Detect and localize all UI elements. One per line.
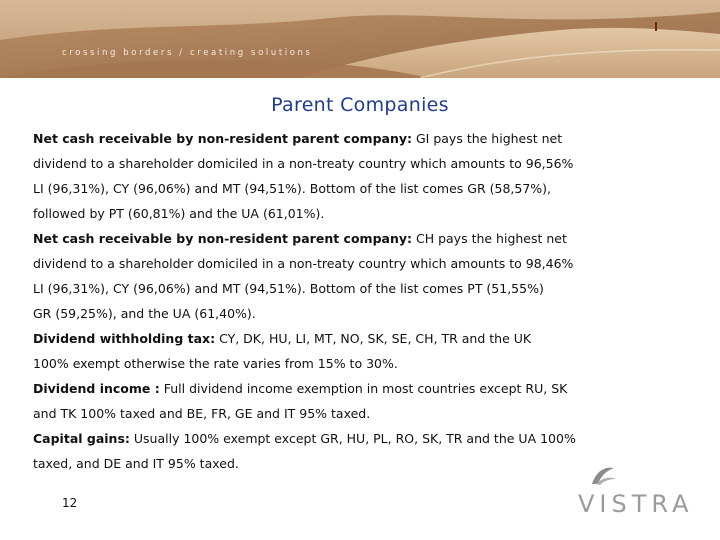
text-line: dividend to a shareholder domiciled in a non-treaty country which amounts to 98,46% [33, 256, 574, 271]
logo-text: VISTRA [578, 490, 694, 518]
line-text: CY, DK, HU, LI, MT, NO, SK, SE, CH, TR and the UK [215, 331, 532, 346]
page-title: Parent Companies [271, 94, 449, 116]
line-text: Usually 100% exempt except GR, HU, PL, RO, SK, TR and the UA 100% [129, 431, 576, 446]
text-line: LI (96,31%), CY (96,06%) and MT (94,51%). Bottom of the list comes PT (51,55%) [33, 281, 544, 296]
text-line: GR (59,25%), and the UA (61,40%). [33, 306, 256, 321]
paragraph-withholding-tax [33, 326, 673, 376]
body-text [33, 126, 673, 476]
text-line: 100% exempt otherwise the rate varies from 15% to 30%. [33, 356, 398, 371]
text-line: taxed, and DE and IT 95% taxed. [33, 456, 239, 471]
header-divider [0, 78, 720, 82]
vistra-logo [574, 462, 694, 522]
label: Net cash receivable by non-resident parent company: [33, 131, 413, 146]
text-line [33, 226, 673, 251]
page-number: 12 [62, 496, 78, 510]
tagline: crossing borders / creating solutions [62, 48, 313, 58]
desert-dunes-image [0, 0, 720, 78]
text-line [33, 376, 673, 401]
text-line [33, 326, 673, 351]
label: Dividend withholding tax: [33, 331, 216, 346]
paragraph-parent-company-ch [33, 226, 673, 326]
traveler-figure [655, 22, 657, 31]
paragraph-dividend-income [33, 376, 673, 426]
text-line: and TK 100% taxed and BE, FR, GE and IT 95% taxed. [33, 406, 371, 421]
line-text: GI pays the highest net [412, 131, 563, 146]
text-line [33, 126, 673, 151]
label: Net cash receivable by non-resident parent company: [33, 231, 413, 246]
text-line [33, 426, 673, 451]
line-text: Full dividend income exemption in most countries except RU, SK [159, 381, 568, 396]
label: Dividend income : [33, 381, 160, 396]
text-line: LI (96,31%), CY (96,06%) and MT (94,51%). Bottom of the list comes GR (58,57%), [33, 181, 552, 196]
text-line: followed by PT (60,81%) and the UA (61,01%). [33, 206, 325, 221]
label: Capital gains: [33, 431, 130, 446]
line-text: CH pays the highest net [412, 231, 567, 246]
paragraph-parent-company-gi [33, 126, 673, 226]
header-banner [0, 0, 720, 78]
text-line: dividend to a shareholder domiciled in a non-treaty country which amounts to 96,56% [33, 156, 574, 171]
